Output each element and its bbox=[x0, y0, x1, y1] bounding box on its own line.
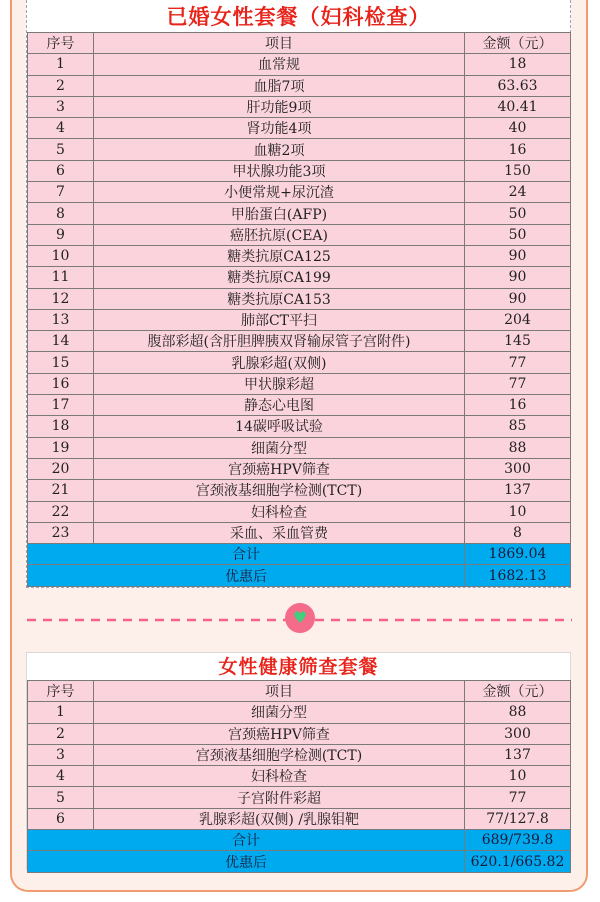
row-item: 糖类抗原CA153 bbox=[94, 288, 465, 309]
table-row bbox=[28, 352, 571, 373]
heart-icon: ♥ bbox=[292, 608, 308, 627]
header-amount: 金额（元） bbox=[465, 33, 571, 54]
row-item: 乳腺彩超(双侧) bbox=[94, 352, 465, 373]
row-index: 23 bbox=[28, 522, 94, 543]
row-item: 妇科检查 bbox=[94, 766, 465, 787]
row-index: 14 bbox=[28, 331, 94, 352]
table-row bbox=[28, 203, 571, 224]
row-item: 甲胎蛋白(AFP) bbox=[94, 203, 465, 224]
table-row bbox=[28, 766, 571, 787]
total-row-label: 合计 bbox=[28, 830, 465, 851]
total-row bbox=[28, 544, 571, 565]
row-item: 甲状腺彩超 bbox=[94, 373, 465, 394]
row-amount: 88 bbox=[465, 702, 571, 723]
row-index: 10 bbox=[28, 245, 94, 266]
header-item: 项目 bbox=[94, 33, 465, 54]
table-row bbox=[28, 245, 571, 266]
row-amount: 16 bbox=[465, 139, 571, 160]
row-index: 18 bbox=[28, 416, 94, 437]
table-row bbox=[28, 75, 571, 96]
row-index: 13 bbox=[28, 309, 94, 330]
row-amount: 8 bbox=[465, 522, 571, 543]
table-row bbox=[28, 96, 571, 117]
row-item: 14碳呼吸试验 bbox=[94, 416, 465, 437]
row-item: 血糖2项 bbox=[94, 139, 465, 160]
row-index: 16 bbox=[28, 373, 94, 394]
row-item: 肺部CT平扫 bbox=[94, 309, 465, 330]
header-amount: 金额（元） bbox=[465, 681, 571, 702]
row-amount: 10 bbox=[465, 501, 571, 522]
row-index: 15 bbox=[28, 352, 94, 373]
package1-title: 已婚女性套餐（妇科检查） bbox=[166, 5, 431, 29]
row-index: 17 bbox=[28, 395, 94, 416]
discount-row-value: 1682.13 bbox=[465, 565, 571, 586]
row-index: 4 bbox=[28, 766, 94, 787]
table-row bbox=[28, 723, 571, 744]
row-item: 肾功能4项 bbox=[94, 118, 465, 139]
row-amount: 77/127.8 bbox=[465, 808, 571, 829]
row-index: 19 bbox=[28, 437, 94, 458]
total-row bbox=[28, 830, 571, 851]
row-index: 3 bbox=[28, 96, 94, 117]
row-index: 20 bbox=[28, 458, 94, 479]
discount-row-label: 优惠后 bbox=[28, 851, 465, 872]
total-row-value: 1869.04 bbox=[465, 544, 571, 565]
table-row bbox=[28, 160, 571, 181]
row-item: 血常规 bbox=[94, 54, 465, 75]
row-index: 5 bbox=[28, 787, 94, 808]
row-index: 3 bbox=[28, 744, 94, 765]
discount-row-label: 优惠后 bbox=[28, 565, 465, 586]
package2-title: 女性健康筛查套餐 bbox=[218, 656, 379, 678]
row-item: 肝功能9项 bbox=[94, 96, 465, 117]
row-index: 12 bbox=[28, 288, 94, 309]
row-item: 宫颈癌HPV筛查 bbox=[94, 458, 465, 479]
row-item: 甲状腺功能3项 bbox=[94, 160, 465, 181]
row-amount: 40.41 bbox=[465, 96, 571, 117]
header-item: 项目 bbox=[94, 681, 465, 702]
row-amount: 24 bbox=[465, 182, 571, 203]
discount-row bbox=[28, 565, 571, 586]
discount-row bbox=[28, 851, 571, 872]
row-index: 1 bbox=[28, 702, 94, 723]
package2-table bbox=[27, 680, 571, 873]
package1-table bbox=[27, 32, 571, 587]
row-item: 宫颈液基细胞学检测(TCT) bbox=[94, 744, 465, 765]
row-amount: 77 bbox=[465, 373, 571, 394]
table-row bbox=[28, 416, 571, 437]
row-index: 2 bbox=[28, 723, 94, 744]
row-item: 糖类抗原CA199 bbox=[94, 267, 465, 288]
table-row bbox=[28, 288, 571, 309]
row-amount: 204 bbox=[465, 309, 571, 330]
row-index: 11 bbox=[28, 267, 94, 288]
row-amount: 50 bbox=[465, 224, 571, 245]
table-row bbox=[28, 480, 571, 501]
row-index: 4 bbox=[28, 118, 94, 139]
row-item: 癌胚抗原(CEA) bbox=[94, 224, 465, 245]
table-row bbox=[28, 118, 571, 139]
table-row bbox=[28, 787, 571, 808]
table-row bbox=[28, 267, 571, 288]
row-index: 1 bbox=[28, 54, 94, 75]
row-index: 22 bbox=[28, 501, 94, 522]
row-amount: 16 bbox=[465, 395, 571, 416]
row-index: 6 bbox=[28, 808, 94, 829]
row-amount: 88 bbox=[465, 437, 571, 458]
row-amount: 18 bbox=[465, 54, 571, 75]
table-row bbox=[28, 373, 571, 394]
table-row bbox=[28, 54, 571, 75]
total-row-value: 689/739.8 bbox=[465, 830, 571, 851]
row-item: 宫颈液基细胞学检测(TCT) bbox=[94, 480, 465, 501]
row-item: 子宫附件彩超 bbox=[94, 787, 465, 808]
row-item: 妇科检查 bbox=[94, 501, 465, 522]
table-row bbox=[28, 224, 571, 245]
row-amount: 137 bbox=[465, 744, 571, 765]
row-item: 乳腺彩超(双侧) /乳腺钼靶 bbox=[94, 808, 465, 829]
table-row bbox=[28, 744, 571, 765]
row-item: 静态心电图 bbox=[94, 395, 465, 416]
table-row bbox=[28, 702, 571, 723]
row-amount: 90 bbox=[465, 288, 571, 309]
table-row bbox=[28, 501, 571, 522]
table-row bbox=[28, 522, 571, 543]
row-amount: 150 bbox=[465, 160, 571, 181]
table-row bbox=[28, 458, 571, 479]
row-amount: 50 bbox=[465, 203, 571, 224]
row-amount: 85 bbox=[465, 416, 571, 437]
table-row bbox=[28, 331, 571, 352]
header-index: 序号 bbox=[28, 681, 94, 702]
row-index: 21 bbox=[28, 480, 94, 501]
row-amount: 145 bbox=[465, 331, 571, 352]
table-row bbox=[28, 139, 571, 160]
row-amount: 77 bbox=[465, 787, 571, 808]
row-item: 血脂7项 bbox=[94, 75, 465, 96]
row-index: 2 bbox=[28, 75, 94, 96]
total-row-label: 合计 bbox=[28, 544, 465, 565]
row-index: 5 bbox=[28, 139, 94, 160]
row-amount: 300 bbox=[465, 723, 571, 744]
row-item: 糖类抗原CA125 bbox=[94, 245, 465, 266]
row-item: 腹部彩超(含肝胆脾胰双肾输尿管子宫附件) bbox=[94, 331, 465, 352]
row-item: 细菌分型 bbox=[94, 702, 465, 723]
row-amount: 300 bbox=[465, 458, 571, 479]
table-row bbox=[28, 182, 571, 203]
discount-row-value: 620.1/665.82 bbox=[465, 851, 571, 872]
row-amount: 90 bbox=[465, 267, 571, 288]
row-amount: 63.63 bbox=[465, 75, 571, 96]
table-row bbox=[28, 437, 571, 458]
table-row bbox=[28, 395, 571, 416]
row-index: 7 bbox=[28, 182, 94, 203]
package2-panel bbox=[26, 652, 571, 870]
row-amount: 40 bbox=[465, 118, 571, 139]
row-item: 宫颈癌HPV筛查 bbox=[94, 723, 465, 744]
row-item: 小便常规+尿沉渣 bbox=[94, 182, 465, 203]
row-item: 采血、采血管费 bbox=[94, 522, 465, 543]
table-header-row bbox=[28, 33, 571, 54]
row-index: 6 bbox=[28, 160, 94, 181]
row-index: 9 bbox=[28, 224, 94, 245]
row-amount: 77 bbox=[465, 352, 571, 373]
divider-badge bbox=[285, 603, 315, 633]
row-amount: 90 bbox=[465, 245, 571, 266]
header-index: 序号 bbox=[28, 33, 94, 54]
row-item: 细菌分型 bbox=[94, 437, 465, 458]
row-amount: 10 bbox=[465, 766, 571, 787]
row-amount: 137 bbox=[465, 480, 571, 501]
table-row bbox=[28, 808, 571, 829]
package1-panel bbox=[26, 0, 571, 588]
table-header-row bbox=[28, 681, 571, 702]
row-index: 8 bbox=[28, 203, 94, 224]
table-row bbox=[28, 309, 571, 330]
